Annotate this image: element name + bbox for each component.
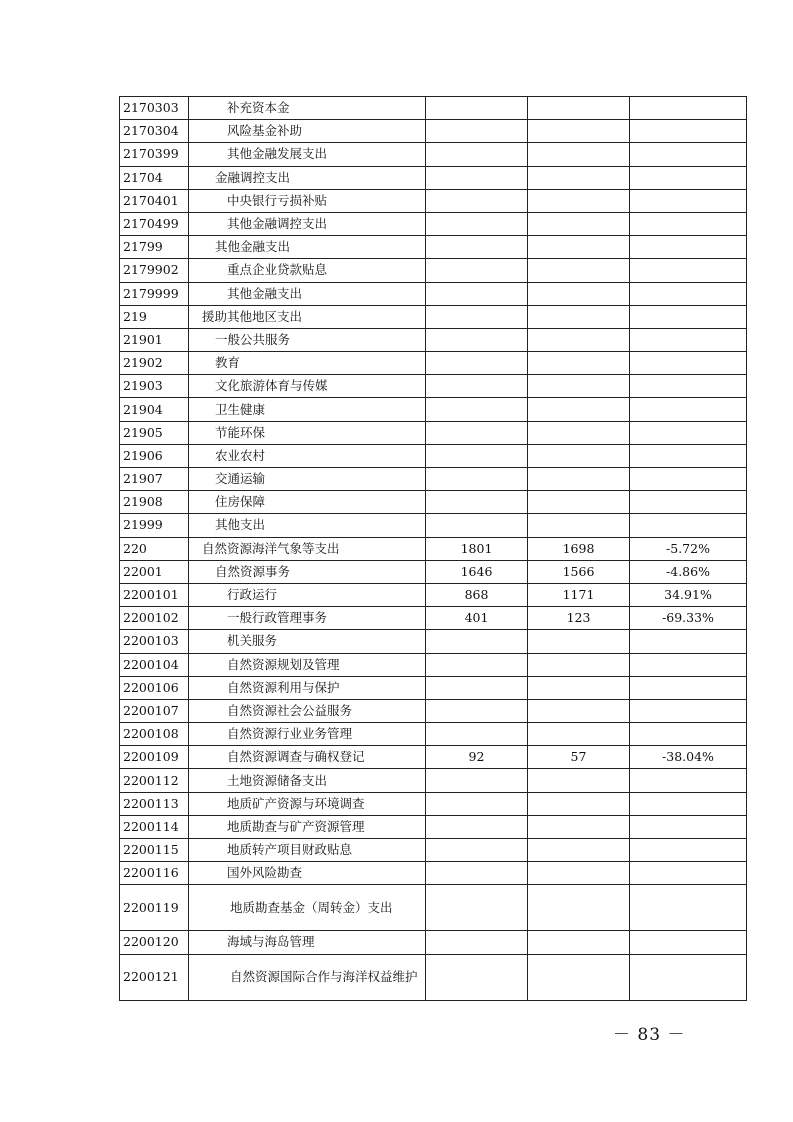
row-value-prev [426,839,528,862]
row-name: 一般行政管理事务 [189,607,426,630]
table-row [120,468,747,491]
table-row [120,723,747,746]
row-code: 2200113 [120,792,189,815]
table-row [120,421,747,444]
row-value-prev [426,143,528,166]
row-value-curr [528,769,630,792]
row-change-pct [630,352,747,375]
row-change-pct [630,305,747,328]
table-row [120,120,747,143]
table-row [120,676,747,699]
row-value-curr [528,862,630,885]
row-change-pct: -38.04% [630,746,747,769]
row-name: 节能环保 [189,421,426,444]
row-name: 中央银行亏损补贴 [189,189,426,212]
row-code: 2200115 [120,839,189,862]
row-name: 地质勘查与矿产资源管理 [189,815,426,838]
row-change-pct [630,491,747,514]
row-value-prev [426,885,528,931]
row-value-prev [426,630,528,653]
row-name: 机关服务 [189,630,426,653]
row-code: 21905 [120,421,189,444]
row-value-curr: 57 [528,746,630,769]
row-value-prev [426,653,528,676]
row-code: 2200104 [120,653,189,676]
row-name: 自然资源调查与确权登记 [189,746,426,769]
row-change-pct [630,954,747,1000]
row-change-pct [630,653,747,676]
row-value-curr [528,236,630,259]
row-change-pct [630,259,747,282]
row-name: 援助其他地区支出 [189,305,426,328]
table-row [120,583,747,606]
row-name: 自然资源海洋气象等支出 [189,537,426,560]
row-value-prev [426,723,528,746]
row-name: 自然资源利用与保护 [189,676,426,699]
row-name: 一般公共服务 [189,328,426,351]
row-code: 21908 [120,491,189,514]
row-code: 21904 [120,398,189,421]
row-value-prev [426,769,528,792]
table-row [120,699,747,722]
table-row [120,931,747,954]
row-change-pct: -4.86% [630,560,747,583]
row-value-prev [426,375,528,398]
table-row [120,491,747,514]
row-value-curr [528,352,630,375]
row-code: 21907 [120,468,189,491]
row-name: 交通运输 [189,468,426,491]
table-row [120,236,747,259]
table-row [120,862,747,885]
table-row [120,259,747,282]
row-value-curr [528,444,630,467]
row-code: 21799 [120,236,189,259]
table-row [120,792,747,815]
row-value-curr [528,259,630,282]
row-change-pct: -5.72% [630,537,747,560]
budget-table [119,96,747,1001]
row-name: 其他金融支出 [189,282,426,305]
row-name: 其他支出 [189,514,426,537]
row-change-pct: 34.91% [630,583,747,606]
row-value-curr [528,514,630,537]
row-value-curr [528,676,630,699]
row-value-prev: 1646 [426,560,528,583]
row-change-pct [630,189,747,212]
row-value-curr [528,630,630,653]
row-code: 2200103 [120,630,189,653]
row-value-curr [528,212,630,235]
row-value-curr [528,885,630,931]
row-value-prev [426,676,528,699]
table-row [120,653,747,676]
row-name: 其他金融发展支出 [189,143,426,166]
row-change-pct [630,421,747,444]
table-row [120,166,747,189]
row-code: 21906 [120,444,189,467]
row-name: 住房保障 [189,491,426,514]
row-value-prev [426,212,528,235]
row-code: 2200106 [120,676,189,699]
row-value-prev [426,954,528,1000]
row-name: 土地资源储备支出 [189,769,426,792]
row-code: 2200121 [120,954,189,1000]
row-code: 2200102 [120,607,189,630]
row-value-curr [528,653,630,676]
row-value-prev [426,931,528,954]
row-value-curr [528,120,630,143]
row-change-pct [630,630,747,653]
row-value-prev [426,305,528,328]
row-value-curr: 123 [528,607,630,630]
row-name: 补充资本金 [189,97,426,120]
row-value-prev: 401 [426,607,528,630]
row-change-pct [630,885,747,931]
table-row [120,375,747,398]
row-value-prev [426,491,528,514]
row-name: 金融调控支出 [189,166,426,189]
row-value-curr [528,931,630,954]
row-value-prev [426,699,528,722]
row-value-prev [426,398,528,421]
row-value-curr [528,723,630,746]
row-code: 2170303 [120,97,189,120]
row-code: 21902 [120,352,189,375]
row-value-curr [528,97,630,120]
row-value-curr [528,328,630,351]
table-row [120,560,747,583]
row-change-pct: -69.33% [630,607,747,630]
row-value-prev [426,236,528,259]
table-row [120,537,747,560]
row-name: 自然资源国际合作与海洋权益维护 [189,954,426,1000]
row-code: 2200119 [120,885,189,931]
row-value-curr: 1566 [528,560,630,583]
row-change-pct [630,699,747,722]
row-value-curr [528,305,630,328]
row-value-curr [528,282,630,305]
row-change-pct [630,375,747,398]
row-code: 219 [120,305,189,328]
table-row [120,514,747,537]
row-name: 自然资源社会公益服务 [189,699,426,722]
row-value-curr: 1171 [528,583,630,606]
row-code: 21903 [120,375,189,398]
table-row [120,444,747,467]
row-value-prev [426,862,528,885]
row-value-prev [426,259,528,282]
row-name: 国外风险勘查 [189,862,426,885]
row-value-curr [528,421,630,444]
table-row [120,398,747,421]
row-code: 2200108 [120,723,189,746]
row-value-curr [528,699,630,722]
table-row [120,212,747,235]
row-value-prev [426,352,528,375]
row-code: 2170399 [120,143,189,166]
row-change-pct [630,769,747,792]
row-name: 地质勘查基金（周转金）支出 [189,885,426,931]
row-value-curr [528,792,630,815]
row-change-pct [630,514,747,537]
table-row [120,885,747,931]
row-value-curr [528,375,630,398]
row-value-curr [528,954,630,1000]
row-value-curr [528,468,630,491]
row-change-pct [630,398,747,421]
row-value-prev [426,328,528,351]
table-row [120,282,747,305]
row-code: 2200107 [120,699,189,722]
row-change-pct [630,143,747,166]
row-name: 风险基金补助 [189,120,426,143]
row-value-prev [426,468,528,491]
row-name: 教育 [189,352,426,375]
row-code: 2200101 [120,583,189,606]
row-change-pct [630,120,747,143]
row-code: 2179902 [120,259,189,282]
row-change-pct [630,328,747,351]
row-name: 自然资源事务 [189,560,426,583]
row-change-pct [630,862,747,885]
row-value-prev [426,514,528,537]
table-row [120,189,747,212]
row-change-pct [630,468,747,491]
row-code: 220 [120,537,189,560]
table-row [120,352,747,375]
row-change-pct [630,723,747,746]
row-change-pct [630,282,747,305]
row-name: 行政运行 [189,583,426,606]
row-code: 2179999 [120,282,189,305]
table-row [120,954,747,1000]
row-value-prev [426,421,528,444]
table-row [120,143,747,166]
table-row [120,839,747,862]
row-change-pct [630,97,747,120]
row-value-curr: 1698 [528,537,630,560]
row-change-pct [630,815,747,838]
row-value-curr [528,839,630,862]
row-value-curr [528,143,630,166]
table-row [120,769,747,792]
row-value-prev [426,189,528,212]
row-code: 2200109 [120,746,189,769]
row-name: 海域与海岛管理 [189,931,426,954]
row-code: 22001 [120,560,189,583]
row-code: 2200120 [120,931,189,954]
row-name: 农业农村 [189,444,426,467]
row-value-prev [426,444,528,467]
row-code: 2200116 [120,862,189,885]
budget-table-body [120,97,747,1001]
page-number: － 83 － [613,1025,686,1045]
row-value-curr [528,815,630,838]
table-row [120,305,747,328]
row-name: 卫生健康 [189,398,426,421]
row-value-prev [426,815,528,838]
row-code: 2170499 [120,212,189,235]
row-code: 21704 [120,166,189,189]
row-change-pct [630,166,747,189]
table-row [120,607,747,630]
row-value-prev [426,166,528,189]
row-name: 其他金融支出 [189,236,426,259]
row-value-curr [528,189,630,212]
row-name: 文化旅游体育与传媒 [189,375,426,398]
row-code: 21999 [120,514,189,537]
row-value-curr [528,491,630,514]
row-change-pct [630,792,747,815]
table-row [120,97,747,120]
row-value-prev: 1801 [426,537,528,560]
row-value-prev [426,282,528,305]
table-row [120,815,747,838]
row-change-pct [630,236,747,259]
row-code: 2170401 [120,189,189,212]
row-name: 自然资源规划及管理 [189,653,426,676]
row-name: 其他金融调控支出 [189,212,426,235]
row-value-prev [426,97,528,120]
row-change-pct [630,444,747,467]
table-row [120,630,747,653]
row-value-prev: 92 [426,746,528,769]
row-value-prev: 868 [426,583,528,606]
row-change-pct [630,676,747,699]
row-value-curr [528,398,630,421]
row-change-pct [630,931,747,954]
table-row [120,746,747,769]
row-name: 重点企业贷款贴息 [189,259,426,282]
row-value-curr [528,166,630,189]
row-change-pct [630,212,747,235]
row-change-pct [630,839,747,862]
row-value-prev [426,792,528,815]
row-name: 地质矿产资源与环境调查 [189,792,426,815]
row-value-prev [426,120,528,143]
row-code: 2200114 [120,815,189,838]
row-code: 2170304 [120,120,189,143]
row-code: 21901 [120,328,189,351]
row-name: 地质转产项目财政贴息 [189,839,426,862]
row-name: 自然资源行业业务管理 [189,723,426,746]
table-row [120,328,747,351]
row-code: 2200112 [120,769,189,792]
